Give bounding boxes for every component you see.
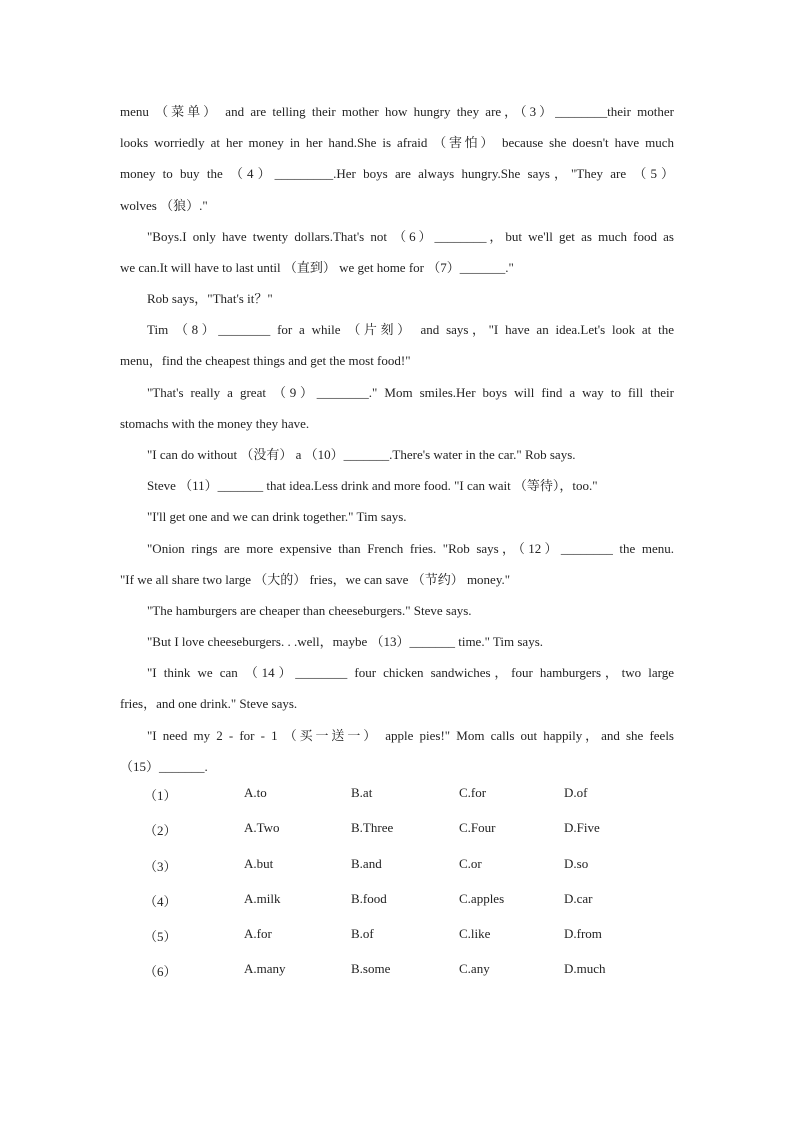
- text-line: （15）_______.: [120, 759, 208, 775]
- option-row: [120, 926, 680, 961]
- option-d: D.car: [564, 890, 593, 906]
- text-line: "I think we can （14）________ four chicken sandwiches，four hamburgers，two large: [147, 665, 674, 680]
- text-line: money to buy the （4）_________.Her boys are always hungry.She says，"They are （5）: [120, 166, 674, 182]
- option-row: [120, 891, 680, 926]
- text-line: "The hamburgers are cheaper than cheeseburgers." Steve says.: [147, 603, 472, 618]
- option-d: D.so: [564, 855, 589, 871]
- question-number: （1）: [144, 788, 177, 803]
- text-line: fries，and one drink." Steve says.: [120, 696, 298, 712]
- text-line: "If we all share two large （大的） fries，we can save （节约） money.": [120, 572, 511, 588]
- paragraph-11: [120, 626, 674, 657]
- option-b: B.of: [351, 926, 374, 942]
- question-number: （6）: [144, 964, 177, 980]
- text-line: menu，find the cheapest things and get the most food!": [120, 353, 411, 369]
- question-number: （2）: [144, 823, 177, 839]
- paragraph-4: [120, 314, 674, 376]
- text-line: Tim （8）________ for a while （片刻） and says，"I have an idea.Let's look at the: [147, 322, 674, 337]
- option-b: B.and: [351, 855, 382, 871]
- option-d: D.much: [564, 961, 606, 977]
- option-b: B.Three: [351, 820, 394, 836]
- option-c: C.any: [459, 961, 490, 977]
- option-row: [120, 820, 680, 855]
- text-line: "I need my 2 - for - 1 （买一送一） apple pies!" Mom calls out happily，and she feels: [147, 728, 674, 743]
- options-table: [120, 785, 680, 997]
- text-line: "But I love cheeseburgers. . .well，maybe （13）_______ time." Tim says.: [147, 634, 543, 649]
- option-b: B.food: [351, 890, 387, 906]
- option-a: A.Two: [244, 820, 280, 836]
- question-number: （3）: [144, 858, 177, 874]
- option-a: A.many: [244, 961, 286, 977]
- option-row: [120, 785, 680, 820]
- text-line: we can.It will have to last until （直到） we get home for （7）_______.": [120, 260, 514, 276]
- text-line: Steve （11）_______ that idea.Less drink and more food. "I can wait （等待），too.": [147, 478, 598, 493]
- option-c: C.for: [459, 785, 487, 800]
- paragraph-2: [120, 221, 674, 283]
- paragraph-10: [120, 595, 674, 626]
- option-c: C.or: [459, 855, 482, 871]
- option-a: A.milk: [244, 890, 281, 906]
- option-d: D.Five: [564, 820, 600, 836]
- option-b: B.some: [351, 961, 391, 977]
- option-d: D.from: [564, 926, 602, 942]
- text-line: "Onion rings are more expensive than French fries. "Rob says，（12）________ the menu.: [147, 541, 674, 556]
- text-line: Rob says，"That's it？": [147, 291, 273, 306]
- paragraph-6: [120, 439, 674, 470]
- option-c: C.like: [459, 926, 491, 942]
- paragraph-12: [120, 657, 674, 719]
- paragraph-7: [120, 470, 674, 501]
- paragraph-1: [120, 96, 674, 221]
- paragraph-8: [120, 501, 674, 532]
- question-number: （5）: [144, 929, 177, 945]
- paragraph-9: [120, 533, 674, 595]
- option-c: C.Four: [459, 820, 496, 836]
- option-row: [120, 856, 680, 891]
- paragraph-3: [120, 283, 674, 314]
- text-line: "Boys.I only have twenty dollars.That's not （6）________，but we'll get as much food as: [147, 229, 674, 244]
- text-line: "That's really a great （9）________." Mom smiles.Her boys will find a way to fill their: [147, 385, 674, 400]
- text-line: menu （菜单） and are telling their mother how hungry they are，（3）________their mother: [120, 104, 674, 119]
- option-b: B.at: [351, 785, 373, 800]
- text-line: stomachs with the money they have.: [120, 416, 310, 432]
- text-line: "I'll get one and we can drink together." Tim says.: [147, 509, 407, 524]
- option-c: C.apples: [459, 890, 505, 906]
- text-line: "I can do without （没有） a （10）_______.There's water in the car." Rob says.: [147, 447, 576, 462]
- paragraph-5: [120, 377, 674, 439]
- option-row: [120, 961, 680, 996]
- option-a: A.but: [244, 855, 274, 871]
- question-number: （4）: [144, 893, 177, 909]
- paragraph-13: [120, 720, 674, 782]
- option-d: D.of: [564, 785, 588, 800]
- text-line: looks worriedly at her money in her hand.She is afraid （害怕） because she doesn't have much: [120, 135, 674, 151]
- option-a: A.for: [244, 926, 272, 942]
- option-a: A.to: [244, 785, 267, 800]
- text-line: wolves （狼）.": [120, 197, 208, 213]
